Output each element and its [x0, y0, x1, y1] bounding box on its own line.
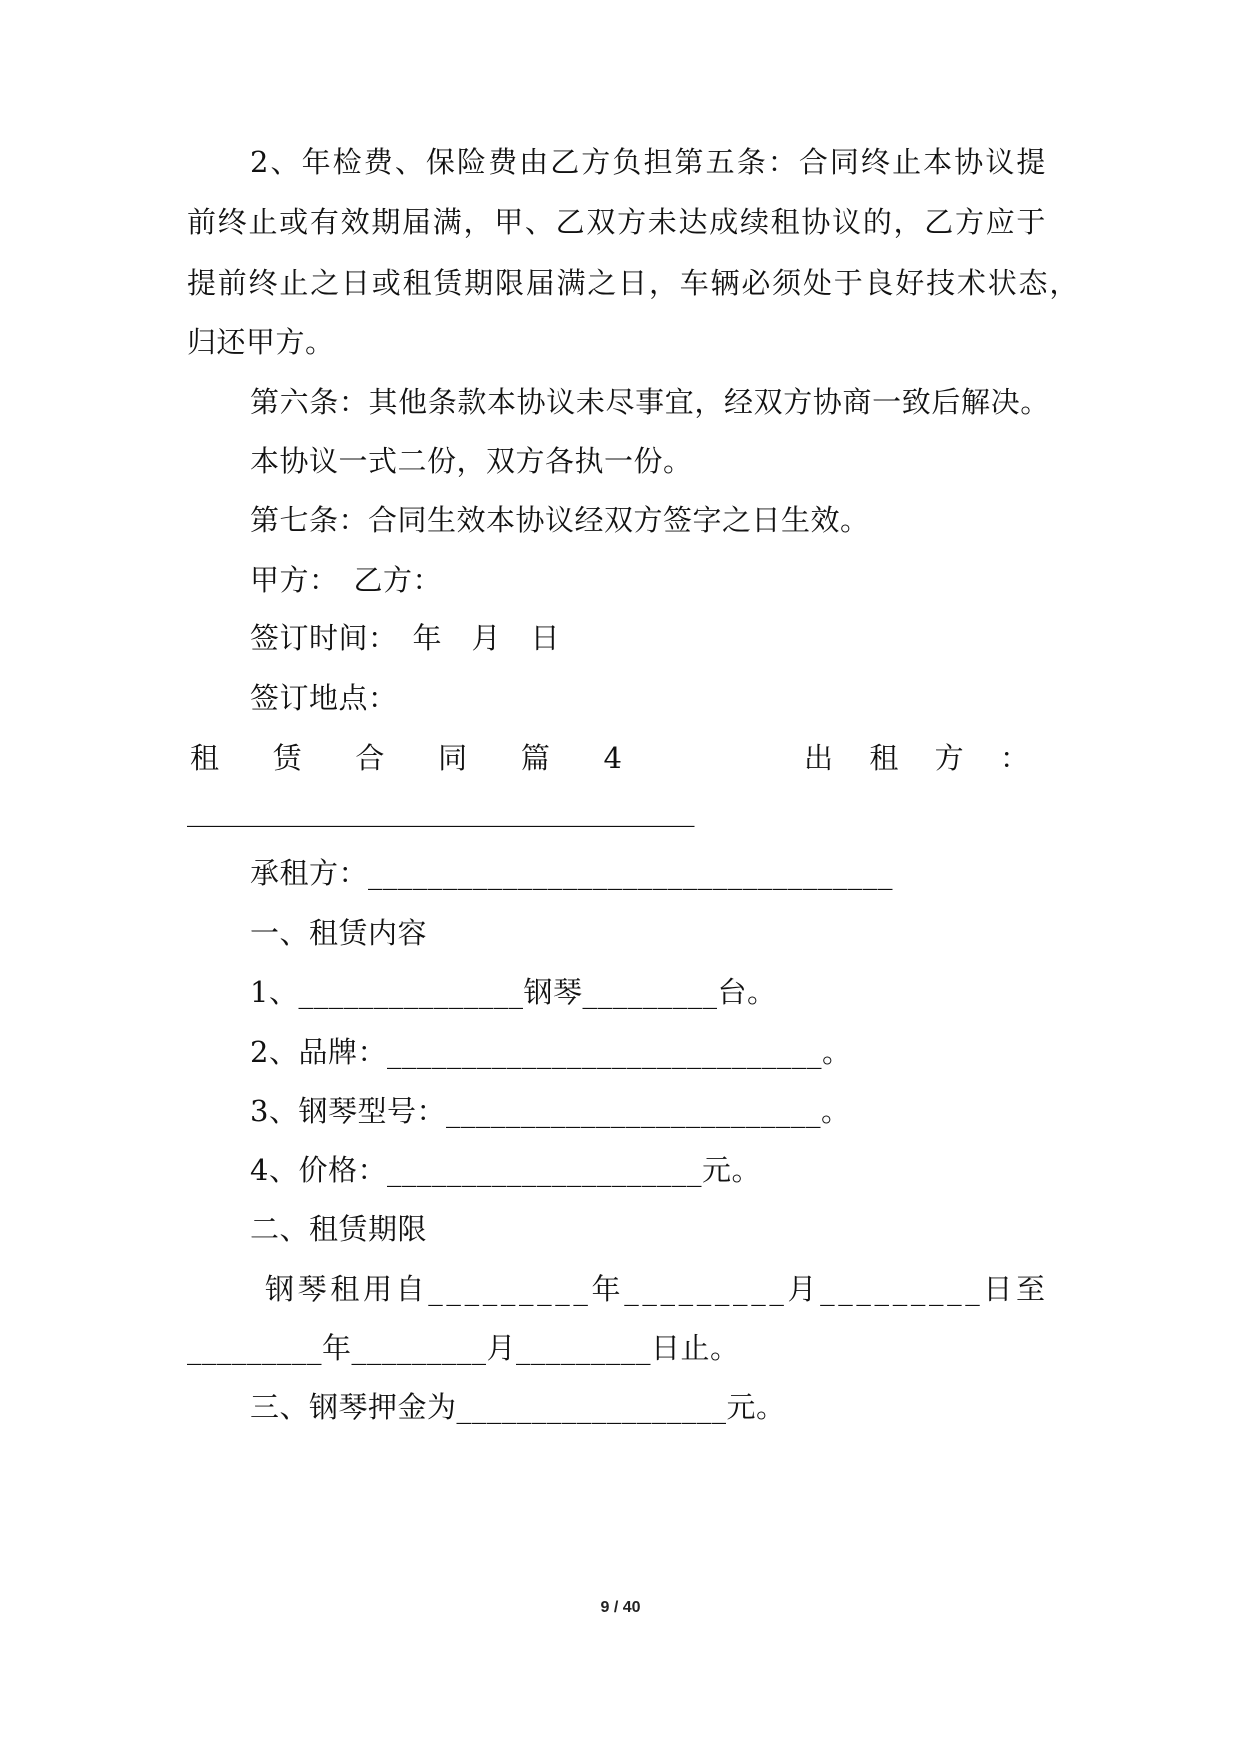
- text-line: 三、钢琴押金为__________________元。: [250, 1390, 786, 1424]
- text-line: 一、租赁内容: [250, 916, 428, 950]
- text-line: 归还甲方。: [187, 325, 335, 359]
- text-line: _________年_________月_________日止。: [187, 1331, 740, 1365]
- blank-line: ___________________________________: [187, 793, 695, 827]
- page-number: 9 / 40: [600, 1599, 641, 1616]
- text-line: 1、_______________钢琴_________台。: [250, 975, 777, 1009]
- text-line: 2 、 年 检 费 、 保 险 费 由 乙 方 负 担 第 五 条 ： 合 同 终 止 本 协 议 提: [250, 145, 1046, 179]
- text-line: 3、钢琴型号：_________________________。: [250, 1094, 851, 1128]
- text-line: 第七条：合同生效本协议经双方签字之日生效。: [250, 503, 870, 537]
- text-line: 二、租赁期限: [250, 1212, 428, 1246]
- text-line: 提 前 终 止 之 日 或 租 赁 期 限 届 满 之 日 ， 车 辆 必 须 处 于 良 好 技 术 状 态 ，: [187, 266, 1079, 300]
- text-line: 2、品牌：_____________________________。: [250, 1035, 852, 1069]
- text-line: 签订地点：: [250, 681, 398, 715]
- text-line: 本协议一式二份，双方各执一份。: [250, 444, 693, 478]
- text-line: 钢 琴 租 用 自 _ _ _ _ _ _ _ _ _ 年 _ _ _ _ _ _ _ _ _ 月 _ _ _ _ _ _ _ _ _ 日 至: [265, 1272, 1046, 1306]
- text-line: 签订时间： 年 月 日: [250, 621, 561, 655]
- text-line: 甲方： 乙方：: [250, 563, 443, 597]
- text-line: 承租方：___________________________________: [250, 856, 894, 890]
- text-line: 出 租 方 ：: [804, 741, 1029, 775]
- text-line: 前 终 止 或 有 效 期 届 满 ， 甲 、 乙 双 方 未 达 成 续 租 协 议 的 ， 乙 方 应 于: [187, 205, 1046, 239]
- text-line: 第 六 条 ： 其 他 条 款 本 协 议 未 尽 事 宜 ， 经 双 方 协 商 一 致 后 解 决 。: [250, 385, 1050, 419]
- section-heading: 租 赁 合 同 篇 4: [190, 741, 622, 775]
- text-line: 4、价格：_____________________元。: [250, 1153, 761, 1187]
